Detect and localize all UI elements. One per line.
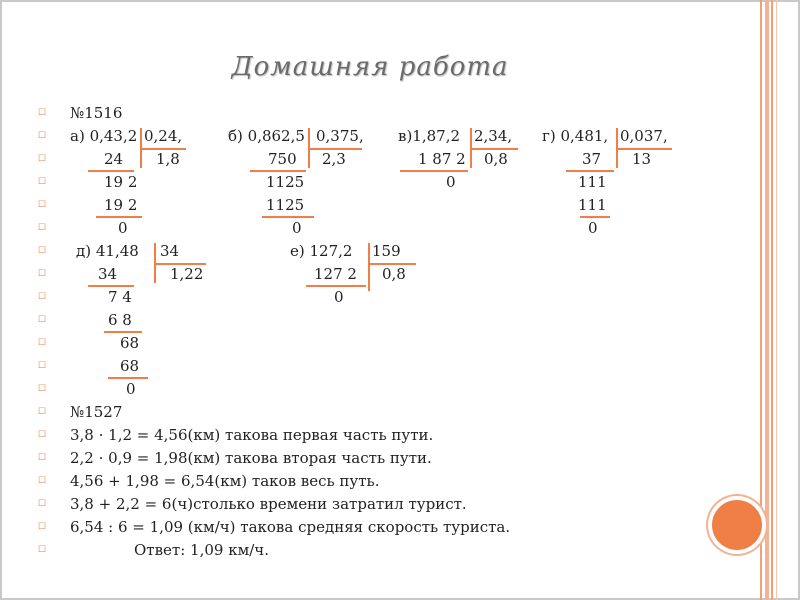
task-number: №1527 [70, 403, 123, 421]
bullet-icon: ☐ [38, 131, 47, 141]
division-a-step: 0 [118, 219, 128, 237]
division-g-step: 0 [588, 219, 598, 237]
division-bar [140, 148, 186, 150]
bullet-icon: ☐ [38, 200, 47, 210]
division-b-step: 1125 [266, 196, 305, 214]
division-d-step: 7 4 [108, 288, 132, 306]
solution-line: 3,8 + 2,2 = 6(ч)столько времени затратил турист. [70, 495, 467, 513]
bullet-icon: ☐ [38, 545, 47, 555]
solution-line: 4,56 + 1,98 = 6,54(км) таков весь путь. [70, 472, 380, 490]
division-a-step: 24 [104, 150, 124, 168]
division-a-dividend: а) 0,43,2 [70, 127, 138, 145]
bullet-icon: ☐ [38, 476, 47, 486]
division-a-step: 19 2 [104, 196, 138, 214]
bullet-icon: ☐ [38, 177, 47, 187]
division-b-step: 750 [268, 150, 297, 168]
division-bar [566, 170, 614, 172]
bullet-icon: ☐ [38, 292, 47, 302]
division-bar [580, 216, 610, 218]
division-bar [88, 170, 134, 172]
division-d-step: 68 [120, 334, 140, 352]
division-d-step: 68 [120, 357, 140, 375]
division-g-quotient: 13 [632, 150, 652, 168]
division-e-step: 0 [334, 288, 344, 306]
division-b-dividend: б) 0,862,5 [228, 127, 305, 145]
division-d-step: 6 8 [108, 311, 132, 329]
division-bar [306, 285, 366, 287]
division-e-divisor: 159 [372, 242, 401, 260]
division-bar [616, 148, 672, 150]
division-g-dividend: г) 0,481, [542, 127, 609, 145]
decor-stripe [760, 0, 762, 600]
solution-line: 6,54 : 6 = 1,09 (км/ч) такова средняя скорость туриста. [70, 518, 511, 536]
slide-title: Домашняя работа [231, 52, 509, 82]
division-d-dividend: д) 41,48 [76, 242, 139, 260]
division-v-quotient: 0,8 [484, 150, 508, 168]
division-d-quotient: 1,22 [170, 265, 204, 283]
division-a-divisor: 0,24, [144, 127, 183, 145]
decor-stripe [771, 0, 773, 600]
division-g-step: 111 [578, 173, 607, 191]
division-bar [108, 377, 148, 379]
decor-circle [712, 500, 762, 550]
division-bar [308, 148, 362, 150]
division-b-step: 0 [292, 219, 302, 237]
bullet-icon: ☐ [38, 338, 47, 348]
division-bar [88, 285, 134, 287]
division-bar [368, 263, 416, 265]
bullet-icon: ☐ [38, 384, 47, 394]
solution-line: 3,8 · 1,2 = 4,56(км) такова первая часть пути. [70, 426, 434, 444]
bullet-icon: ☐ [38, 315, 47, 325]
division-e-dividend: е) 127,2 [290, 242, 353, 260]
division-v-step: 1 87 2 [418, 150, 466, 168]
division-v-divisor: 2,34, [474, 127, 513, 145]
division-g-step: 37 [582, 150, 602, 168]
bullet-icon: ☐ [38, 223, 47, 233]
division-bar [250, 170, 306, 172]
division-bar [96, 216, 142, 218]
bullet-icon: ☐ [38, 154, 47, 164]
division-e-quotient: 0,8 [382, 265, 406, 283]
division-b-divisor: 0,375, [316, 127, 364, 145]
division-a-quotient: 1,8 [156, 150, 180, 168]
division-bar [470, 148, 518, 150]
division-b-quotient: 2,3 [322, 150, 346, 168]
bullet-icon: ☐ [38, 361, 47, 371]
division-bar [400, 170, 468, 172]
bullet-icon: ☐ [38, 269, 47, 279]
division-g-divisor: 0,037, [620, 127, 668, 145]
division-bar [154, 263, 206, 265]
bullet-icon: ☐ [38, 246, 47, 256]
division-a-step: 19 2 [104, 173, 138, 191]
division-e-step: 127 2 [314, 265, 357, 283]
decor-stripe [776, 0, 777, 600]
solution-line: 2,2 · 0,9 = 1,98(км) такова вторая часть пути. [70, 449, 432, 467]
division-v-step: 0 [446, 173, 456, 191]
division-bar [262, 216, 314, 218]
task-number: №1516 [70, 104, 123, 122]
division-d-divisor: 34 [160, 242, 180, 260]
division-g-step: 111 [578, 196, 607, 214]
bullet-icon: ☐ [38, 407, 47, 417]
division-bar [104, 331, 142, 333]
division-v-dividend: в)1,87,2 [398, 127, 461, 145]
division-d-step: 0 [126, 380, 136, 398]
decor-stripe [765, 0, 769, 600]
bullet-icon: ☐ [38, 522, 47, 532]
bullet-icon: ☐ [38, 108, 47, 118]
answer-line: Ответ: 1,09 км/ч. [134, 541, 269, 559]
bullet-icon: ☐ [38, 430, 47, 440]
bullet-icon: ☐ [38, 453, 47, 463]
bullet-icon: ☐ [38, 499, 47, 509]
division-b-step: 1125 [266, 173, 305, 191]
division-d-step: 34 [98, 265, 118, 283]
division-bar [368, 243, 370, 291]
